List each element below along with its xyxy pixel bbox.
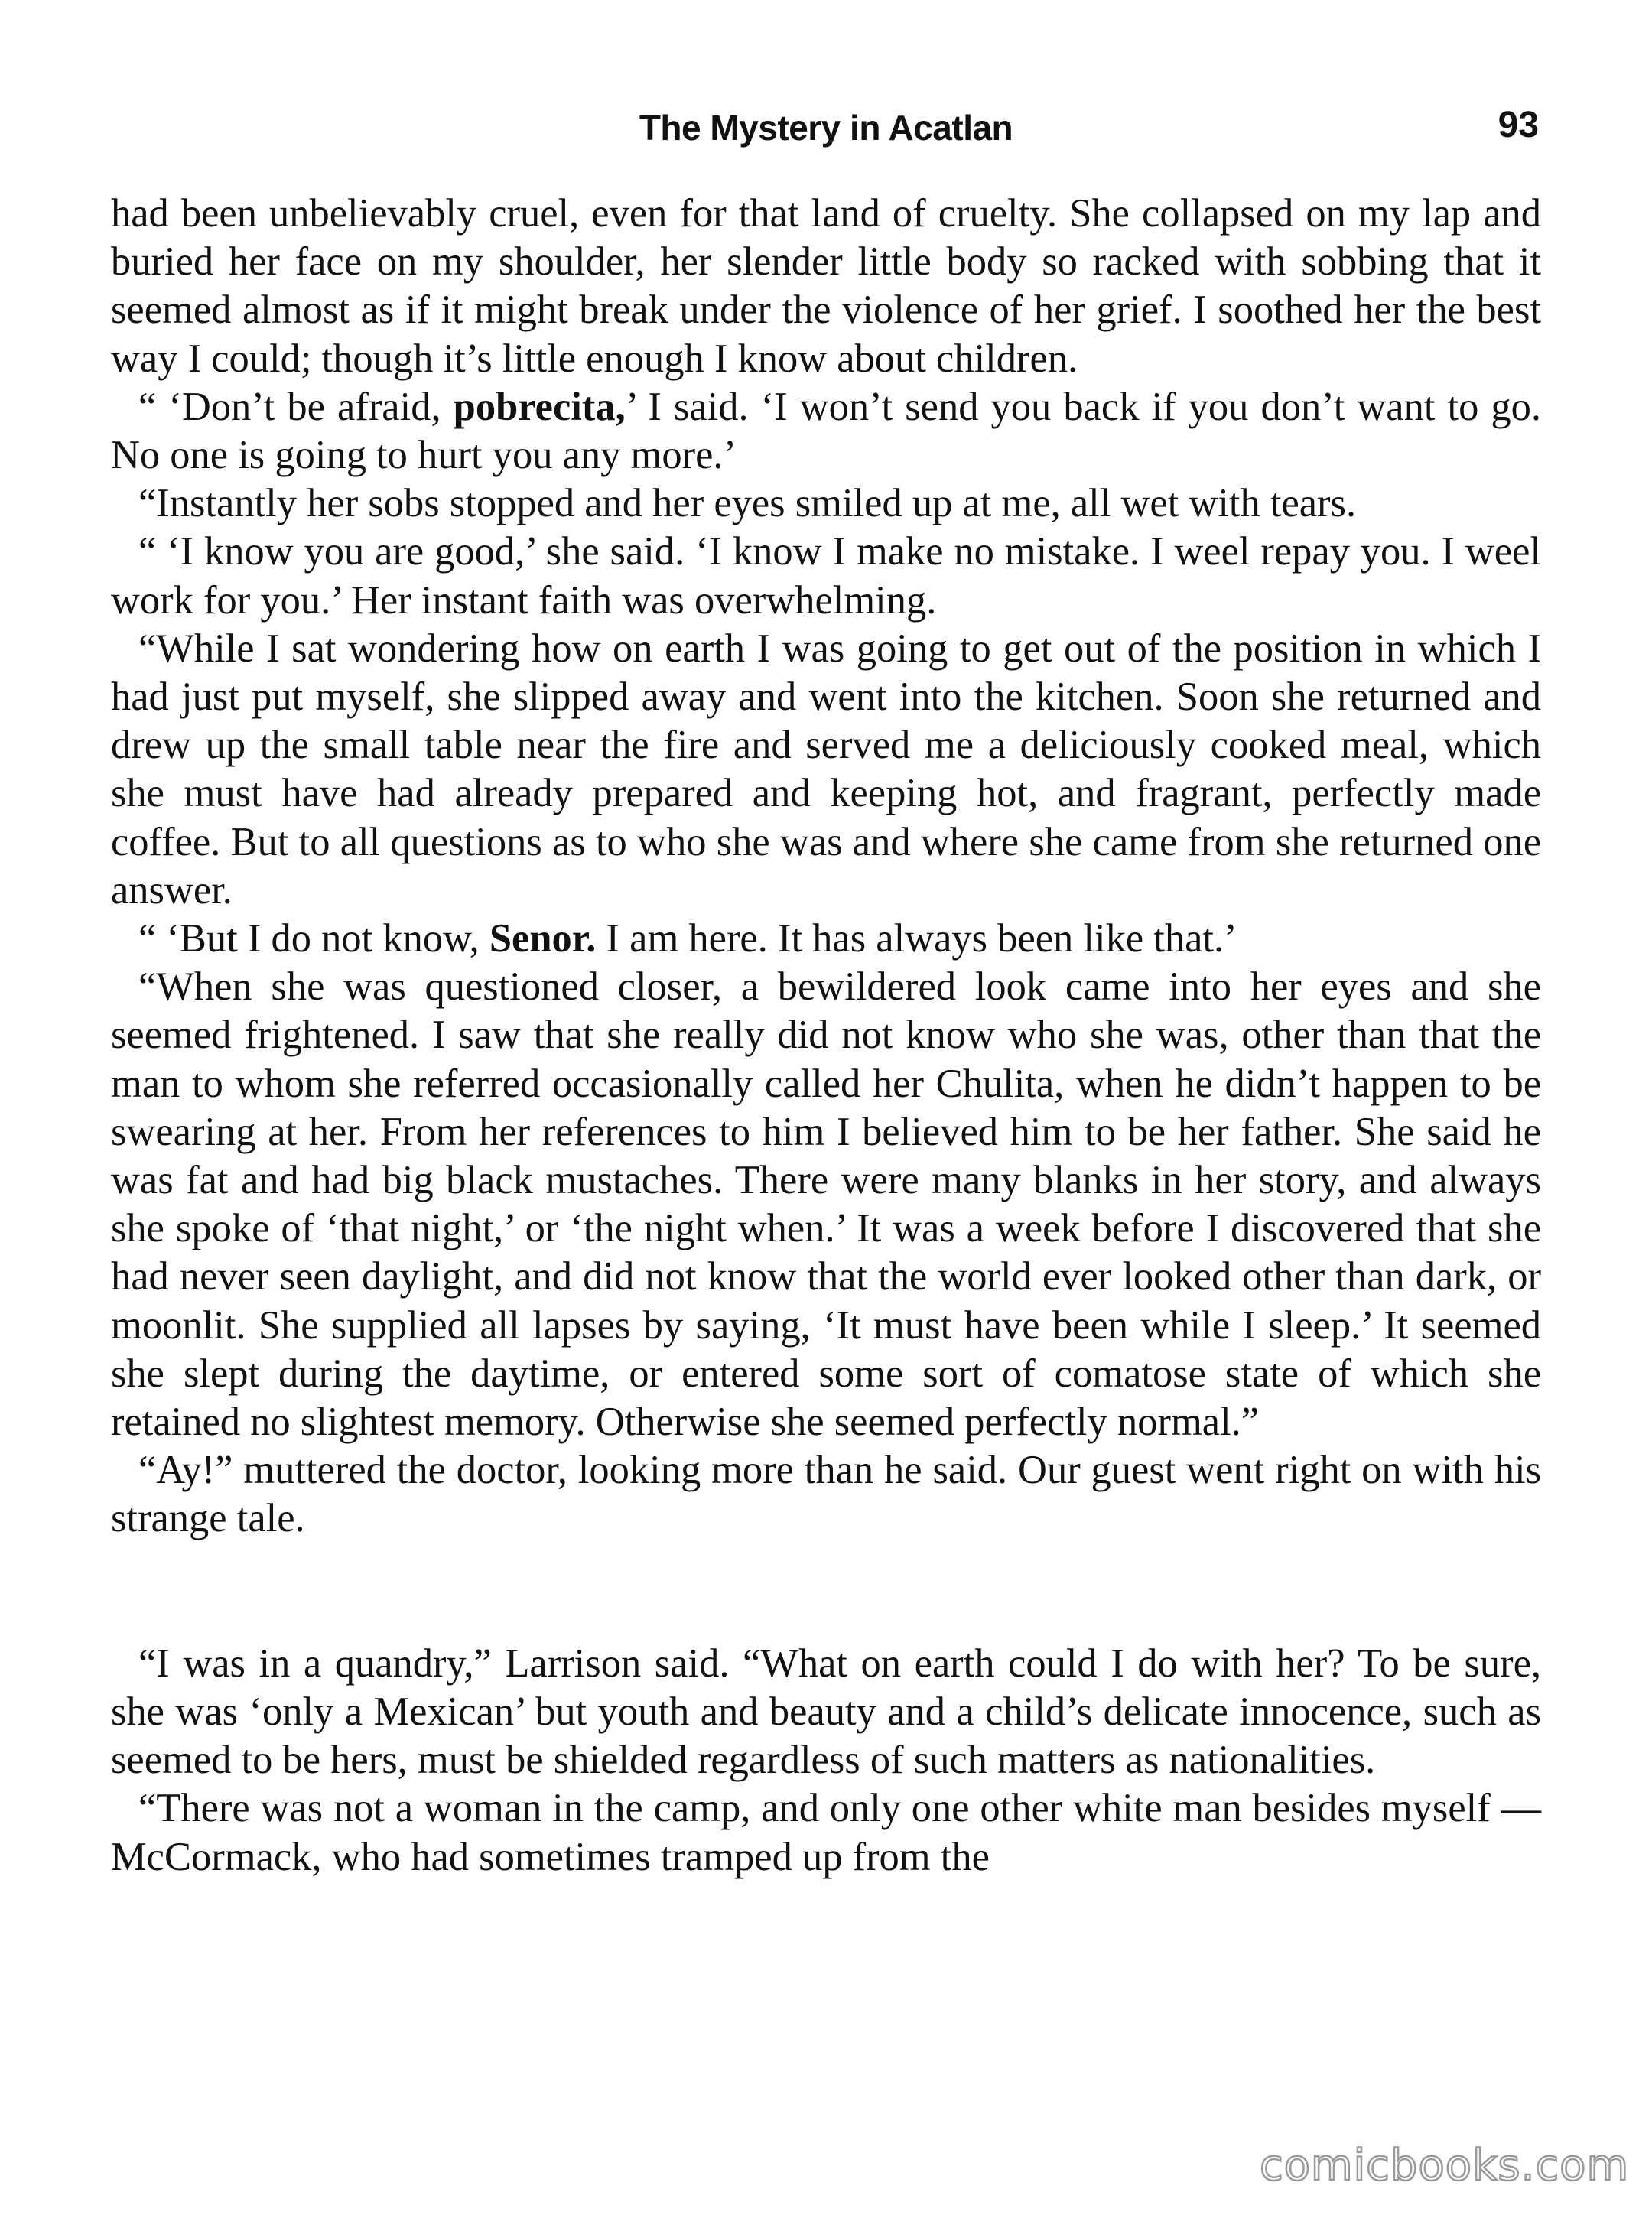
paragraph-7 (111, 963, 1541, 1446)
paragraph-text: “ ‘I know you are good,’ she said. ‘I know I make no mistake. I weel repay you. I weel work for you.’ Her instant faith was overwhelming. (111, 529, 1541, 623)
paragraph-4 (111, 528, 1541, 624)
spanish-word-bold: Senor. (489, 916, 597, 961)
watermark-logo: comicbooks.com (1259, 2141, 1629, 2190)
paragraph-2 (111, 383, 1541, 480)
paragraph-text: “While I sat wondering how on earth I was going to get out of the position in which I had just put myself, she slipped away and went into the kitchen. Soon she returned and drew up the small table near the fire and served me a deliciously cooked meal, which she must have had already prepared and keeping hot, and fragrant, perfectly made coffee. But to all questions as to who she was and where she came from she returned one answer. (111, 626, 1541, 912)
running-header-title: The Mystery in Acatlan (639, 108, 1013, 148)
paragraph-text: “When she was questioned closer, a bewildered look came into her eyes and she seemed frightened. I saw that she really did not know who she was, other than that the man to whom she referred occasionally called her Chulita, when he didn’t happen to be swearing at her. From her references to him I believed him to be her father. She said he was fat and had big black mustaches. There were many blanks in her story, and always she spoke of ‘that night,’ or ‘the night when.’ It was a week before I discovered that she had never seen daylight, and did not know that the world ever looked other than dark, or moonlit. She supplied all lapses by saying, ‘It must have been while I sleep.’ It seemed she slept during the daytime, or entered some sort of comatose state of which she retained no slightest memory. Otherwise she seemed perfectly normal.” (111, 964, 1541, 1445)
paragraph-9 (111, 1640, 1541, 1785)
paragraph-10 (111, 1784, 1541, 1881)
paragraph-6 (111, 915, 1541, 963)
paragraph-text: “Ay!” muttered the doctor, looking more than he said. Our guest went right on with his strange tale. (111, 1448, 1541, 1541)
paragraph-text: “There was not a woman in the camp, and only one other white man besides myself — McCormack, who had sometimes tramped up from the (111, 1786, 1541, 1879)
paragraph-text: “I was in a quandry,” Larrison said. “What on earth could I do with her? To be sure, she was ‘only a Mexican’ but youth and beauty and a child’s delicate innocence, such as seemed to be hers, must be shielded regardless of such matters as nationalities. (111, 1641, 1541, 1783)
paragraph-text: “Instantly her sobs stopped and her eyes smiled up at me, all wet with tears. (138, 481, 1357, 526)
paragraph-text: ’ I said. ‘I won’t send you back if you don’t want to go. No one is going to hurt you any more.’ (111, 384, 1541, 478)
paragraph-1 (111, 190, 1541, 383)
paragraph-text: I am here. It has always been like that.’ (596, 916, 1237, 961)
page-number: 93 (1498, 105, 1539, 145)
paragraph-text: “ ‘But I do not know, (138, 916, 489, 961)
paragraph-8 (111, 1446, 1541, 1543)
body-text (111, 190, 1541, 1881)
paragraph-text: “ ‘Don’t be afraid, (138, 384, 454, 429)
paragraph-5 (111, 625, 1541, 915)
spanish-word-bold: pobrecita, (453, 384, 626, 429)
paragraph-3 (111, 480, 1541, 528)
paragraph-text: had been unbelievably cruel, even for that land of cruelty. She collapsed on my lap and buried her face on my shoulder, her slender little body so racked with sobbing that it seemed almost as if it might break under the violence of her grief. I soothed her the best way I could; though it’s little enough I know about children. (111, 191, 1541, 381)
